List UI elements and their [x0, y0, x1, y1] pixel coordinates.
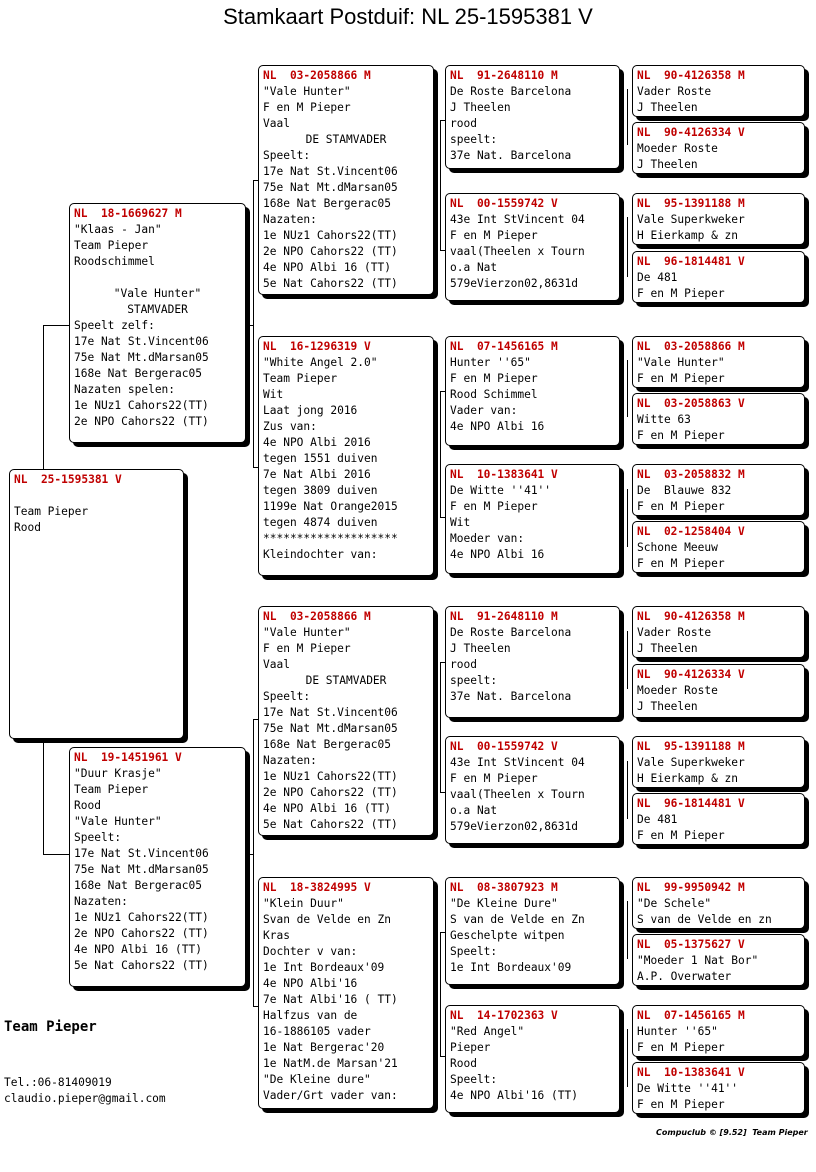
- pigeon-info-line: Witte 63: [637, 413, 691, 426]
- ring-number: NL 03-2058866 M: [263, 69, 371, 82]
- pigeon-info-line: F en M Pieper: [263, 101, 351, 114]
- pigeon-info-line: Speelt:: [263, 149, 311, 162]
- pigeon-info-line: tegen 1551 duiven: [263, 452, 378, 465]
- pigeon-info-line: vaal(Theelen x Tourn: [450, 788, 585, 801]
- pigeon-info-line: Svan de Velde en Zn: [263, 913, 391, 926]
- pigeon-info-line: ********************: [263, 532, 398, 545]
- pigeon-info-line: J Theelen: [637, 700, 698, 713]
- pigeon-info-line: De Blauwe 832: [637, 484, 732, 497]
- ring-number: NL 10-1383641 V: [450, 468, 558, 481]
- ring-number: NL 95-1391188 M: [637, 197, 745, 210]
- pigeon-info-line: 5e Nat Cahors22 (TT): [74, 959, 209, 972]
- ring-number: NL 00-1559742 V: [450, 197, 558, 210]
- pigeon-info-line: De 481: [637, 271, 678, 284]
- ring-number: NL 99-9950942 M: [637, 881, 745, 894]
- pigeon-info-line: J Theelen: [450, 642, 511, 655]
- pigeon-card-mother: [69, 747, 246, 987]
- pigeon-card-g8: [632, 521, 805, 573]
- pigeon-info-line: 7e Nat Albi 2016: [263, 468, 371, 481]
- pigeon-info-line: "Vale Hunter": [263, 626, 351, 639]
- pigeon-info-line: Vale Superkweker: [637, 213, 745, 226]
- pigeon-info-line: F en M Pieper: [637, 1098, 725, 1111]
- pigeon-info-line: 2e NPO Cahors22 (TT): [74, 415, 209, 428]
- pigeon-info-line: Hunter ''65": [450, 356, 531, 369]
- pigeon-info-line: Team Pieper: [14, 505, 89, 518]
- pigeon-info-line: Geschelpte witpen: [450, 929, 565, 942]
- pigeon-info-line: 17e Nat St.Vincent06: [263, 706, 398, 719]
- pigeon-info-line: 4e NPO Albi 16: [450, 420, 545, 433]
- connector: [247, 325, 253, 326]
- pigeon-info-line: Team Pieper: [74, 239, 149, 252]
- pigeon-info-line: Zus van:: [263, 420, 317, 433]
- pigeon-info-line: 2e NPO Cahors22 (TT): [263, 786, 398, 799]
- pigeon-info-line: vaal(Theelen x Tourn: [450, 245, 585, 258]
- pigeon-info-line: F en M Pieper: [450, 229, 538, 242]
- pigeon-card-g15: [632, 1005, 805, 1057]
- pigeon-info-line: Vale Superkweker: [637, 756, 745, 769]
- pigeon-card-g12: [632, 793, 805, 845]
- pigeon-info-line: 4e NPO Albi 2016: [263, 436, 371, 449]
- ring-number: NL 03-2058866 M: [263, 610, 371, 623]
- pigeon-info-line: Wit: [450, 516, 471, 529]
- pigeon-info-line: [74, 270, 241, 286]
- pigeon-info-line: Kleindochter van:: [263, 548, 378, 561]
- connector: [627, 360, 628, 417]
- pigeon-info-line: 4e NPO Albi 16: [450, 548, 545, 561]
- pigeon-card-mmf: [445, 877, 620, 985]
- pigeon-info-line: Rood: [450, 1057, 477, 1070]
- pigeon-info-line: 75e Nat Mt.dMarsan05: [74, 351, 209, 364]
- pigeon-info-line: Vader/Grt vader van:: [263, 1089, 398, 1102]
- pigeon-card-g6: [632, 393, 805, 445]
- ring-number: NL 90-4126334 V: [637, 668, 745, 681]
- ring-number: NL 03-2058866 M: [637, 340, 745, 353]
- ring-number: NL 14-1702363 V: [450, 1009, 558, 1022]
- pigeon-info-line: Schone Meeuw: [637, 541, 718, 554]
- pigeon-info-line: A.P. Overwater: [637, 970, 732, 983]
- pigeon-info-line: F en M Pieper: [637, 1041, 725, 1054]
- pigeon-info-line: 75e Nat Mt.dMarsan05: [263, 722, 398, 735]
- pigeon-info-line: Vaal: [263, 117, 290, 130]
- owner-phone: Tel.:06-81409019: [4, 1076, 112, 1089]
- pigeon-card-mmm: [445, 1005, 620, 1113]
- pigeon-info-line: 2e NPO Cahors22 (TT): [263, 245, 398, 258]
- pigeon-card-father: [69, 203, 246, 443]
- connector: [627, 631, 628, 689]
- pigeon-info-line: "De Kleine dure": [263, 1073, 371, 1086]
- pigeon-card-ffm: [445, 193, 620, 301]
- pigeon-info-line: 75e Nat Mt.dMarsan05: [74, 863, 209, 876]
- pigeon-info-line: Moeder van:: [450, 532, 525, 545]
- ring-number: NL 96-1814481 V: [637, 797, 745, 810]
- pigeon-info-line: Laat jong 2016: [263, 404, 358, 417]
- pigeon-info-line: Rood: [14, 521, 41, 534]
- ring-number: NL 08-3807923 M: [450, 881, 558, 894]
- pigeon-info-line: Vader Roste: [637, 626, 712, 639]
- page-title: Stamkaart Postduif: NL 25-1595381 V: [223, 4, 593, 29]
- pigeon-info-line: Pieper: [450, 1041, 491, 1054]
- ring-number: NL 95-1391188 M: [637, 740, 745, 753]
- pigeon-card-g2: [632, 122, 805, 174]
- pigeon-info-line: Rood: [74, 799, 101, 812]
- pigeon-info-line: 5e Nat Cahors22 (TT): [263, 818, 398, 831]
- pigeon-info-line: 579eVierzon02,8631d: [450, 820, 578, 833]
- pigeon-info-line: 1e NUz1 Cahors22(TT): [74, 911, 209, 924]
- pigeon-info-line: tegen 4874 duiven: [263, 516, 378, 529]
- pigeon-info-line: Moeder Roste: [637, 142, 718, 155]
- pigeon-card-father-mother: [258, 336, 434, 576]
- pigeon-info-line: F en M Pieper: [263, 642, 351, 655]
- pigeon-info-line: "De Kleine Dure": [450, 897, 558, 910]
- ring-number: NL 00-1559742 V: [450, 740, 558, 753]
- pigeon-info-line: Kras: [263, 929, 290, 942]
- pigeon-info-line: rood: [450, 658, 477, 671]
- pigeon-info-line: [14, 488, 179, 504]
- connector: [247, 854, 253, 855]
- pigeon-card-g14: [632, 934, 805, 986]
- pigeon-info-line: 1e Int Bordeaux'09: [263, 961, 385, 974]
- pigeon-info-line: Dochter v van:: [263, 945, 358, 958]
- pigeon-info-line: De Roste Barcelona: [450, 626, 572, 639]
- ring-number: NL 90-4126334 V: [637, 126, 745, 139]
- pigeon-info-line: Nazaten:: [74, 895, 128, 908]
- pigeon-info-line: Speelt:: [450, 945, 498, 958]
- ring-number: NL 19-1451961 V: [74, 751, 182, 764]
- pigeon-card-g4: [632, 251, 805, 303]
- ring-number: NL 05-1375627 V: [637, 938, 745, 951]
- ring-number: NL 91-2648110 M: [450, 610, 558, 623]
- pigeon-info-line: Speelt:: [263, 690, 311, 703]
- pigeon-card-fmf: [445, 336, 620, 446]
- ring-number: NL 10-1383641 V: [637, 1066, 745, 1079]
- pigeon-card-mff: [445, 606, 620, 718]
- pigeon-info-line: 4e NPO Albi'16 (TT): [450, 1089, 578, 1102]
- pigeon-info-line: 1e Nat Bergerac'20: [263, 1041, 385, 1054]
- pigeon-info-line: F en M Pieper: [450, 772, 538, 785]
- pigeon-info-line: 4e NPO Albi'16: [263, 977, 358, 990]
- pigeon-info-line: 1e NUz1 Cahors22(TT): [74, 399, 209, 412]
- pigeon-info-line: Wit: [263, 388, 284, 401]
- pigeon-info-line: Speelt:: [74, 831, 122, 844]
- pigeon-info-line: DE STAMVADER: [305, 674, 387, 687]
- pigeon-info-line: 1e NatM.de Marsan'21: [263, 1057, 398, 1070]
- ring-number: NL 90-4126358 M: [637, 610, 745, 623]
- pigeon-info-line: 16-1886105 vader: [263, 1025, 371, 1038]
- pigeon-info-line: "Vale Hunter": [74, 815, 162, 828]
- connector: [440, 932, 441, 1056]
- pigeon-info-line: De 481: [637, 813, 678, 826]
- connector: [43, 739, 44, 854]
- ring-number: NL 90-4126358 M: [637, 69, 745, 82]
- pigeon-info-line: "Moeder 1 Nat Bor": [637, 954, 759, 967]
- pigeon-info-line: "Red Angel": [450, 1025, 525, 1038]
- pigeon-info-line: 5e Nat Cahors22 (TT): [263, 277, 398, 290]
- pigeon-info-line: F en M Pieper: [637, 500, 725, 513]
- pigeon-info-line: 1199e Nat Orange2015: [263, 500, 398, 513]
- pigeon-info-line: F en M Pieper: [637, 557, 725, 570]
- pigeon-info-line: F en M Pieper: [637, 287, 725, 300]
- ring-number: NL 18-1669627 M: [74, 207, 182, 220]
- connector: [627, 217, 628, 277]
- footer-credit: Compuclub © [9.52] Team Pieper: [656, 1128, 808, 1137]
- pigeon-info-line: 1e NUz1 Cahors22(TT): [263, 770, 398, 783]
- pigeon-info-line: Nazaten:: [263, 754, 317, 767]
- pigeon-card-fmm: [445, 464, 620, 574]
- pigeon-info-line: Vader van:: [450, 404, 518, 417]
- pigeon-info-line: 168e Nat Bergerac05: [74, 879, 202, 892]
- ring-number: NL 03-2058863 V: [637, 397, 745, 410]
- ring-number: NL 91-2648110 M: [450, 69, 558, 82]
- connector: [440, 120, 441, 250]
- connector: [627, 761, 628, 819]
- pigeon-card-mother-father: [258, 606, 434, 836]
- pigeon-info-line: J Theelen: [637, 642, 698, 655]
- pigeon-card-g10: [632, 664, 805, 718]
- pigeon-info-line: 1e Int Bordeaux'09: [450, 961, 572, 974]
- ring-number: NL 18-3824995 V: [263, 881, 371, 894]
- connector: [627, 1029, 628, 1087]
- pigeon-info-line: De Witte ''41'': [637, 1082, 739, 1095]
- pigeon-info-line: Speelt:: [450, 1073, 498, 1086]
- pigeon-info-line: 2e NPO Cahors22 (TT): [74, 927, 209, 940]
- connector: [43, 854, 71, 855]
- connector: [253, 180, 254, 467]
- ring-number: NL 03-2058832 M: [637, 468, 745, 481]
- pigeon-info-line: o.a Nat: [450, 804, 498, 817]
- connector: [253, 719, 254, 1006]
- pigeon-info-line: S van de Velde en Zn: [450, 913, 585, 926]
- connector: [627, 89, 628, 145]
- pigeon-card-main: [9, 469, 184, 739]
- connector: [627, 489, 628, 547]
- pigeon-info-line: F en M Pieper: [637, 829, 725, 842]
- pigeon-info-line: Nazaten:: [263, 213, 317, 226]
- pigeon-info-line: Moeder Roste: [637, 684, 718, 697]
- pigeon-info-line: Vaal: [263, 658, 290, 671]
- pigeon-info-line: 43e Int StVincent 04: [450, 756, 585, 769]
- connector: [440, 391, 441, 517]
- pigeon-info-line: Halfzus van de: [263, 1009, 358, 1022]
- pigeon-card-g16: [632, 1062, 805, 1114]
- pigeon-info-line: "Klein Duur": [263, 897, 344, 910]
- pigeon-info-line: J Theelen: [637, 101, 698, 114]
- pigeon-info-line: Nazaten spelen:: [74, 383, 176, 396]
- pigeon-info-line: o.a Nat: [450, 261, 498, 274]
- pigeon-info-line: "White Angel 2.0": [263, 356, 378, 369]
- pigeon-card-mfm: [445, 736, 620, 844]
- owner-team-name: Team Pieper: [4, 1019, 97, 1035]
- pigeon-info-line: De Roste Barcelona: [450, 85, 572, 98]
- connector: [43, 325, 44, 470]
- pigeon-card-g1: [632, 65, 805, 117]
- ring-number: NL 16-1296319 V: [263, 340, 371, 353]
- pigeon-info-line: 4e NPO Albi 16 (TT): [263, 261, 391, 274]
- ring-number: NL 25-1595381 V: [14, 473, 122, 486]
- pigeon-card-mother-mother: [258, 877, 434, 1109]
- pigeon-card-g5: [632, 336, 805, 388]
- ring-number: NL 07-1456165 M: [450, 340, 558, 353]
- connector: [440, 662, 441, 792]
- pigeon-info-line: DE STAMVADER: [305, 133, 387, 146]
- pigeon-info-line: speelt:: [450, 133, 498, 146]
- pigeon-info-line: J Theelen: [637, 158, 698, 171]
- owner-contact: [4, 1075, 166, 1107]
- pigeon-info-line: Speelt zelf:: [74, 319, 155, 332]
- pigeon-card-g7: [632, 464, 805, 516]
- pigeon-card-g3: [632, 193, 805, 245]
- pigeon-info-line: F en M Pieper: [637, 429, 725, 442]
- pigeon-info-line: STAMVADER: [127, 303, 188, 316]
- ring-number: NL 02-1258404 V: [637, 525, 745, 538]
- pigeon-card-g11: [632, 736, 805, 788]
- pigeon-info-line: "De Schele": [637, 897, 712, 910]
- connector: [43, 325, 71, 326]
- pigeon-info-line: "Vale Hunter": [113, 287, 202, 300]
- pigeon-info-line: 579eVierzon02,8631d: [450, 277, 578, 290]
- pigeon-info-line: tegen 3809 duiven: [263, 484, 378, 497]
- pigeon-info-line: "Vale Hunter": [637, 356, 725, 369]
- ring-number: NL 96-1814481 V: [637, 255, 745, 268]
- pigeon-info-line: S van de Velde en zn: [637, 913, 772, 926]
- pigeon-info-line: 43e Int StVincent 04: [450, 213, 585, 226]
- pigeon-info-line: "Klaas - Jan": [74, 223, 162, 236]
- pigeon-card-g13: [632, 877, 805, 929]
- pigeon-card-g9: [632, 606, 805, 658]
- ring-number: NL 07-1456165 M: [637, 1009, 745, 1022]
- pigeon-card-fff: [445, 65, 620, 169]
- pigeon-card-father-father: [258, 65, 434, 295]
- pigeon-info-line: 1e NUz1 Cahors22(TT): [263, 229, 398, 242]
- pigeon-info-line: "Duur Krasje": [74, 767, 162, 780]
- pigeon-info-line: 17e Nat St.Vincent06: [263, 165, 398, 178]
- pigeon-info-line: H Eierkamp & zn: [637, 772, 739, 785]
- pigeon-info-line: 168e Nat Bergerac05: [263, 738, 391, 751]
- pigeon-info-line: 7e Nat Albi'16 ( TT): [263, 993, 398, 1006]
- pigeon-info-line: 17e Nat St.Vincent06: [74, 335, 209, 348]
- pigeon-info-line: F en M Pieper: [450, 372, 538, 385]
- pigeon-info-line: 37e Nat. Barcelona: [450, 690, 572, 703]
- pigeon-info-line: Team Pieper: [74, 783, 149, 796]
- pigeon-info-line: H Eierkamp & zn: [637, 229, 739, 242]
- pigeon-info-line: 75e Nat Mt.dMarsan05: [263, 181, 398, 194]
- pigeon-info-line: 4e NPO Albi 16 (TT): [263, 802, 391, 815]
- pigeon-info-line: Hunter ''65": [637, 1025, 718, 1038]
- pigeon-info-line: 4e NPO Albi 16 (TT): [74, 943, 202, 956]
- pigeon-info-line: F en M Pieper: [637, 372, 725, 385]
- pigeon-info-line: rood: [450, 117, 477, 130]
- pigeon-info-line: 17e Nat St.Vincent06: [74, 847, 209, 860]
- owner-email: claudio.pieper@gmail.com: [4, 1092, 166, 1105]
- pigeon-info-line: Team Pieper: [263, 372, 338, 385]
- pigeon-info-line: Roodschimmel: [74, 255, 155, 268]
- pigeon-info-line: Vader Roste: [637, 85, 712, 98]
- pigeon-info-line: 168e Nat Bergerac05: [74, 367, 202, 380]
- connector: [627, 901, 628, 959]
- pigeon-info-line: 168e Nat Bergerac05: [263, 197, 391, 210]
- pigeon-info-line: Rood Schimmel: [450, 388, 538, 401]
- pigeon-info-line: J Theelen: [450, 101, 511, 114]
- pigeon-info-line: 37e Nat. Barcelona: [450, 149, 572, 162]
- pigeon-info-line: "Vale Hunter": [263, 85, 351, 98]
- pigeon-info-line: F en M Pieper: [450, 500, 538, 513]
- pigeon-info-line: De Witte ''41'': [450, 484, 552, 497]
- pigeon-info-line: speelt:: [450, 674, 498, 687]
